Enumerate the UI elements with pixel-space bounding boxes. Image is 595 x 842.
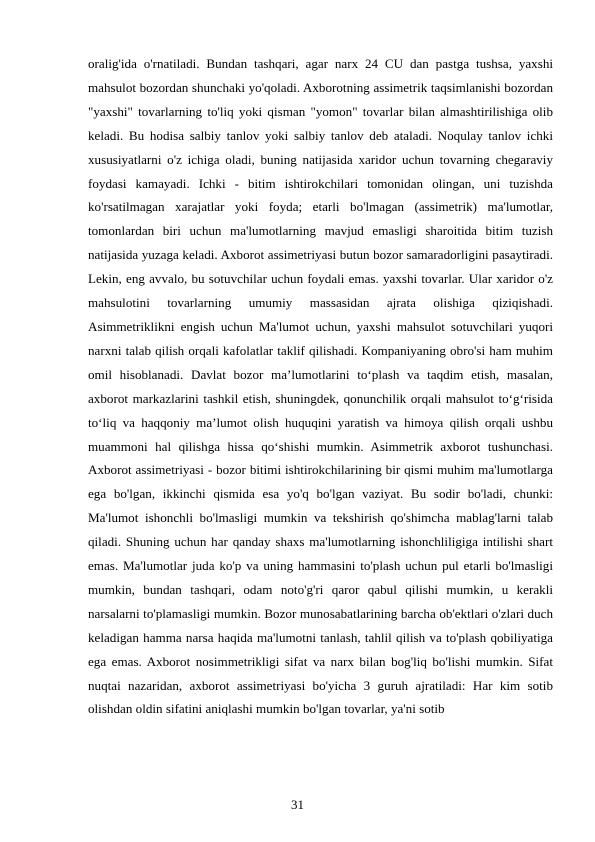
body-paragraph: oralig'ida o'rnatiladi. Bundan tashqari, agar narx 24 CU dan pastga tushsa, yaxshi mahsulot bozordan shunchaki yo'qoladi. Axborotning assimetrik taqsimlanishi bozordan "yaxshi" tovarlarning to'liq yoki qisman "yomon" tovarlar bilan almashtirilishiga olib keladi. Bu hodisa salbiy tanlov yoki salbiy tanlov deb ataladi. Noqulay tanlov ichki xususiyatlarni o'z ichiga oladi, buning natijasida xaridor uchun tovarning chegaraviy foydasi kamayadi. Ichki - bitim ishtirokchilari tomonidan olingan, uni tuzishda ko'rsatilmagan xarajatlar yoki foyda; etarli bo'lmagan (assimetrik) ma'lumotlar, tomonlardan biri uchun ma'lumotlarning mavjud emasligi sharoitida bitim tuzish natijasida yuzaga keladi. Axborot assimetriyasi butun bozor samaradorligini pasaytiradi. Lekin, eng avvalo, bu sotuvchilar uchun foydali emas. yaxshi tovarlar. Ular xaridor o'z mahsulotini tovarlarning umumiy massasidan ajrata olishiga qiziqishadi. Asimmetriklikni engish uchun Ma'lumot uchun, yaxshi mahsulot sotuvchilari yuqori narxni talab qilish orqali kafolatlar taklif qilishadi. Kompaniyaning obro'si ham muhim omil hisoblanadi. Davlat bozor ma’lumotlarini to‘plash va taqdim etish, masalan, axborot markazlarini tashkil etish, shuningdek, qonunchilik orqali mahsulot to‘g‘risida to‘liq va haqqoniy ma’lumot olish huquqini yaratish va himoya qilish orqali ushbu muammoni hal qilishga hissa qo‘shishi mumkin. Asimmetrik axborot tushunchasi. Axborot assimetriyasi - bozor bitimi ishtirokchilarining bir qismi muhim ma'lumotlarga ega bo'lgan, ikkinchi qismida esa yo'q bo'lgan vaziyat. Bu sodir bo'ladi, chunki: Ma'lumot ishonchli bo'lmasligi mumkin va tekshirish qo'shimcha mablag'larni talab qiladi. Shuning uchun har qanday shaxs ma'lumotlarning ishonchliligiga intilishi shart emas. Ma'lumotlar juda ko'p va uning hammasini to'plash uchun pul etarli bo'lmasligi mumkin, bundan tashqari, odam noto'g'ri qaror qabul qilishi mumkin, u kerakli narsalarni to'plamasligi mumkin. Bozor munosabatlarining barcha ob'ektlari o'zlari duch keladigan hamma narsa haqida ma'lumotni tanlash, tahlil qilish va to'plash qobiliyatiga ega emas. Axborot nosimmetrikligi sifat va narx bilan bog'liq bo'lishi mumkin. Sifat nuqtai nazaridan, axborot assimetriyasi bo'yicha 3 guruh ajratiladi: Har kim sotib olishdan oldin sifatini aniqlashi mumkin bo'lgan tovarlar, ya'ni sotib	[88, 56, 553, 717]
page-number: 31	[291, 797, 304, 812]
